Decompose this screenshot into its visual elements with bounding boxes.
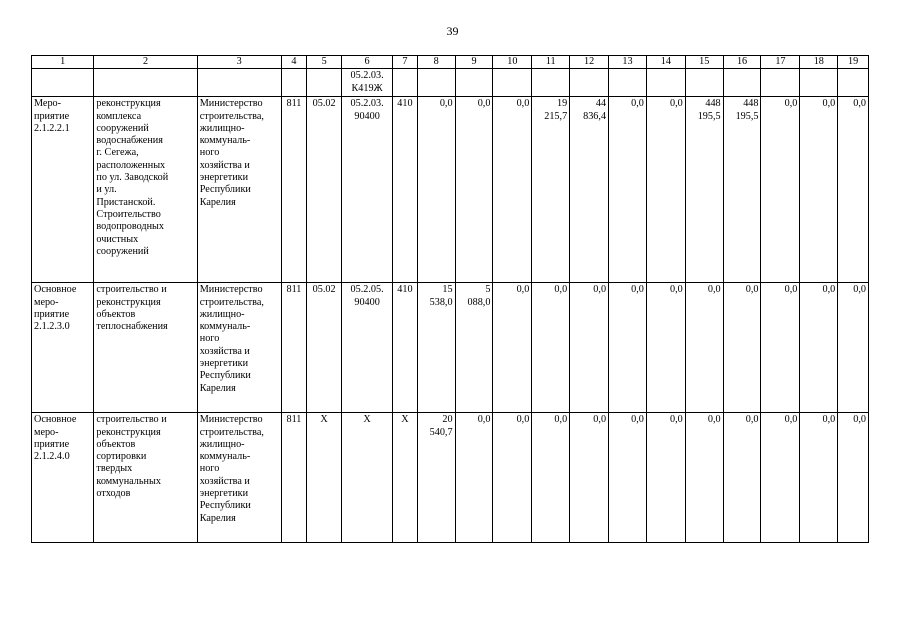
table-cell: 05.02 <box>307 283 342 413</box>
table-cell: 0,0 <box>532 413 570 543</box>
table-cell: 5 088,0 <box>455 283 493 413</box>
table-cell: 0,0 <box>685 413 723 543</box>
table-cell <box>307 69 342 97</box>
table-cell <box>493 69 532 97</box>
budget-table <box>31 55 869 543</box>
table-cell: 0,0 <box>761 283 800 413</box>
table-cell: 0,0 <box>455 413 493 543</box>
column-header: 13 <box>609 56 647 69</box>
table-row <box>32 97 869 283</box>
column-header: 10 <box>493 56 532 69</box>
table-cell: 0,0 <box>493 97 532 283</box>
table-cell: 20 540,7 <box>417 413 455 543</box>
header-row <box>32 56 869 69</box>
table-cell: 410 <box>393 283 418 413</box>
column-header: 8 <box>417 56 455 69</box>
table-cell: 448 195,5 <box>723 97 761 283</box>
table-cell: 05.2.03. 90400 <box>342 97 393 283</box>
table-cell: 0,0 <box>646 283 685 413</box>
column-header: 17 <box>761 56 800 69</box>
table-cell: 448 195,5 <box>685 97 723 283</box>
table-cell <box>455 69 493 97</box>
table-cell <box>800 69 838 97</box>
table-cell: 0,0 <box>761 413 800 543</box>
table-cell: 15 538,0 <box>417 283 455 413</box>
table-cell <box>393 69 418 97</box>
table-cell <box>609 69 647 97</box>
table-cell: 0,0 <box>570 413 609 543</box>
table-row <box>32 69 869 97</box>
table-cell <box>281 69 307 97</box>
table-cell: 0,0 <box>838 283 869 413</box>
table-cell: 0,0 <box>609 97 647 283</box>
table-cell: Министерство строительства, жилищно- коммуналь- ного хозяйства и энергетики Республики Карелия <box>197 413 281 543</box>
column-header: 15 <box>685 56 723 69</box>
table-cell: 0,0 <box>570 283 609 413</box>
table-cell: 0,0 <box>685 283 723 413</box>
page-number: 39 <box>446 24 459 38</box>
column-header: 7 <box>393 56 418 69</box>
table-cell <box>532 69 570 97</box>
table-cell: 0,0 <box>838 413 869 543</box>
table-cell <box>32 69 94 97</box>
column-header: 1 <box>32 56 94 69</box>
column-header: 11 <box>532 56 570 69</box>
table-cell <box>94 69 197 97</box>
table-cell: 0,0 <box>646 413 685 543</box>
table-cell: Основное меро- приятие 2.1.2.3.0 <box>32 283 94 413</box>
table-cell: 05.02 <box>307 97 342 283</box>
column-header: 14 <box>646 56 685 69</box>
table-row <box>32 283 869 413</box>
table-cell <box>197 69 281 97</box>
column-header: 16 <box>723 56 761 69</box>
table-cell <box>761 69 800 97</box>
table-cell: 44 836,4 <box>570 97 609 283</box>
column-header: 4 <box>281 56 307 69</box>
table-cell: 05.2.05. 90400 <box>342 283 393 413</box>
table-cell: Х <box>393 413 418 543</box>
table-cell <box>838 69 869 97</box>
table-cell: 0,0 <box>838 97 869 283</box>
table-cell <box>646 69 685 97</box>
table-cell: строительство и реконструкция объектов теплоснабжения <box>94 283 197 413</box>
table-cell: 0,0 <box>723 413 761 543</box>
column-header: 2 <box>94 56 197 69</box>
table-cell: 0,0 <box>800 413 838 543</box>
table-cell <box>685 69 723 97</box>
column-header: 19 <box>838 56 869 69</box>
table-cell <box>417 69 455 97</box>
table-cell: 811 <box>281 413 307 543</box>
table-cell: 811 <box>281 283 307 413</box>
table-cell: 0,0 <box>493 413 532 543</box>
table-cell: 0,0 <box>532 283 570 413</box>
table-cell: реконструкция комплекса сооружений водоснабжения г. Сегежа, расположенных по ул. Заводской и ул. Пристанской. Строительство водопроводных очистных сооружений <box>94 97 197 283</box>
column-header: 9 <box>455 56 493 69</box>
table-cell <box>570 69 609 97</box>
table-cell: Х <box>342 413 393 543</box>
table-cell: 19 215,7 <box>532 97 570 283</box>
table-row <box>32 413 869 543</box>
table-cell: Х <box>307 413 342 543</box>
column-header: 5 <box>307 56 342 69</box>
table-cell: 0,0 <box>493 283 532 413</box>
table-cell: 0,0 <box>646 97 685 283</box>
table-cell: Меро- приятие 2.1.2.2.1 <box>32 97 94 283</box>
table-cell: 0,0 <box>417 97 455 283</box>
column-header: 6 <box>342 56 393 69</box>
column-header: 18 <box>800 56 838 69</box>
table-cell <box>723 69 761 97</box>
table-cell: Министерство строительства, жилищно- коммуналь- ного хозяйства и энергетики Республики Карелия <box>197 97 281 283</box>
table-cell: 0,0 <box>609 283 647 413</box>
table-cell: 0,0 <box>761 97 800 283</box>
table-cell: Министерство строительства, жилищно- коммуналь- ного хозяйства и энергетики Республики Карелия <box>197 283 281 413</box>
table-cell: строительство и реконструкция объектов сортировки твердых коммунальных отходов <box>94 413 197 543</box>
table-cell: Основное меро- приятие 2.1.2.4.0 <box>32 413 94 543</box>
table-cell: 05.2.03. К419Ж <box>342 69 393 97</box>
table-cell: 0,0 <box>455 97 493 283</box>
table-cell: 410 <box>393 97 418 283</box>
column-header: 3 <box>197 56 281 69</box>
table-cell: 0,0 <box>800 283 838 413</box>
table-cell: 0,0 <box>609 413 647 543</box>
column-header: 12 <box>570 56 609 69</box>
table-cell: 811 <box>281 97 307 283</box>
table-cell: 0,0 <box>800 97 838 283</box>
table-cell: 0,0 <box>723 283 761 413</box>
